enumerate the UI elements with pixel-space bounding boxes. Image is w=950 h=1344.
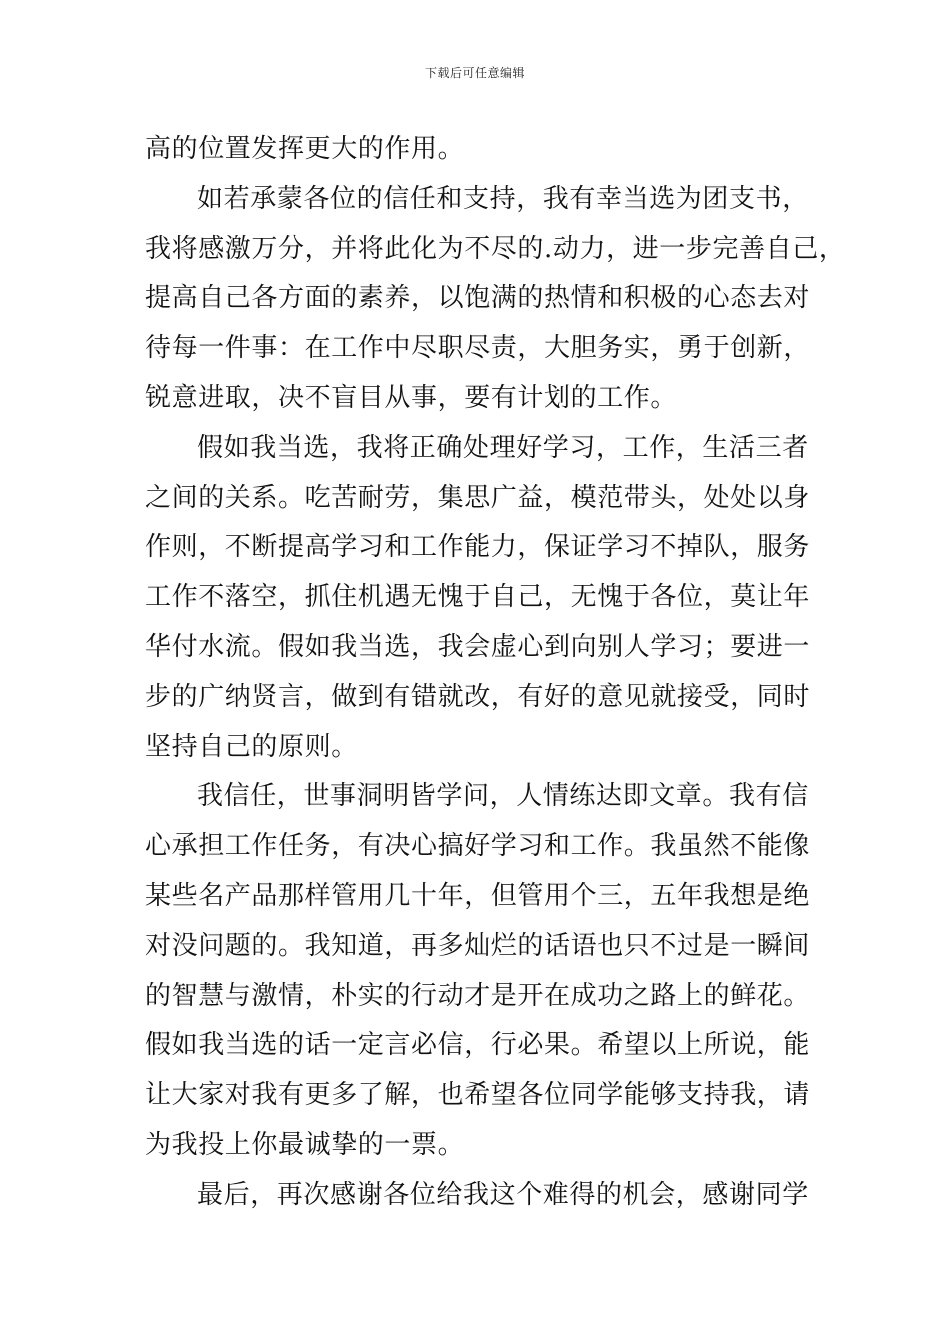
body-text [145,125,846,1221]
text-line: 为我投上你最诚挚的一票。 [145,1129,465,1160]
paragraph-start-line: 我信任，世事洞明皆学问，人情练达即文章。我有信 [197,781,809,812]
text-line: 对没问题的。我知道，再多灿烂的话语也只不过是一瞬间 [145,930,811,961]
text-line: 假如我当选的话一定言必信，行必果。希望以上所说，能 [145,1030,811,1061]
text-line: 的智慧与激情，朴实的行动才是开在成功之路上的鲜花。 [145,980,811,1011]
text-line: 工作不落空，抓住机遇无愧于自己，无愧于各位，莫让年 [145,582,811,613]
text-line: 锐意进取，决不盲目从事，要有计划的工作。 [145,382,678,413]
text-line: 作则，不断提高学习和工作能力，保证学习不掉队，服务 [145,532,811,563]
text-line: 心承担工作任务，有决心搞好学习和工作。我虽然不能像 [145,831,811,862]
text-line: 让大家对我有更多了解，也希望各位同学能够支持我，请 [145,1080,811,1111]
text-line: 坚持自己的原则。 [145,731,358,762]
text-line: 步的广纳贤言，做到有错就改，有好的意见就接受，同时 [145,681,811,712]
text-line: 我将感激万分，并将此化为不尽的.动力，进一步完善自己， [145,233,846,264]
paragraph-start-line: 最后，再次感谢各位给我这个难得的机会，感谢同学 [197,1179,809,1210]
text-line: 之间的关系。吃苦耐劳，集思广益，模范带头，处处以身 [145,482,811,513]
text-line: 提高自己各方面的素养，以饱满的热情和积极的心态去对 [145,283,811,314]
paragraph-start-line: 假如我当选，我将正确处理好学习，工作，生活三者 [197,432,809,463]
text-line: 华付水流。假如我当选，我会虚心到向别人学习；要进一 [145,631,811,662]
page-header: 下载后可任意编辑 [424,66,525,80]
text-line: 高的位置发挥更大的作用。 [145,134,465,164]
paragraph-start-line: 如若承蒙各位的信任和支持，我有幸当选为团支书， [197,183,809,214]
text-line: 某些名产品那样管用几十年，但管用个三，五年我想是绝 [145,880,811,911]
text-line: 待每一件事：在工作中尽职尽责，大胆务实，勇于创新， [145,333,811,364]
